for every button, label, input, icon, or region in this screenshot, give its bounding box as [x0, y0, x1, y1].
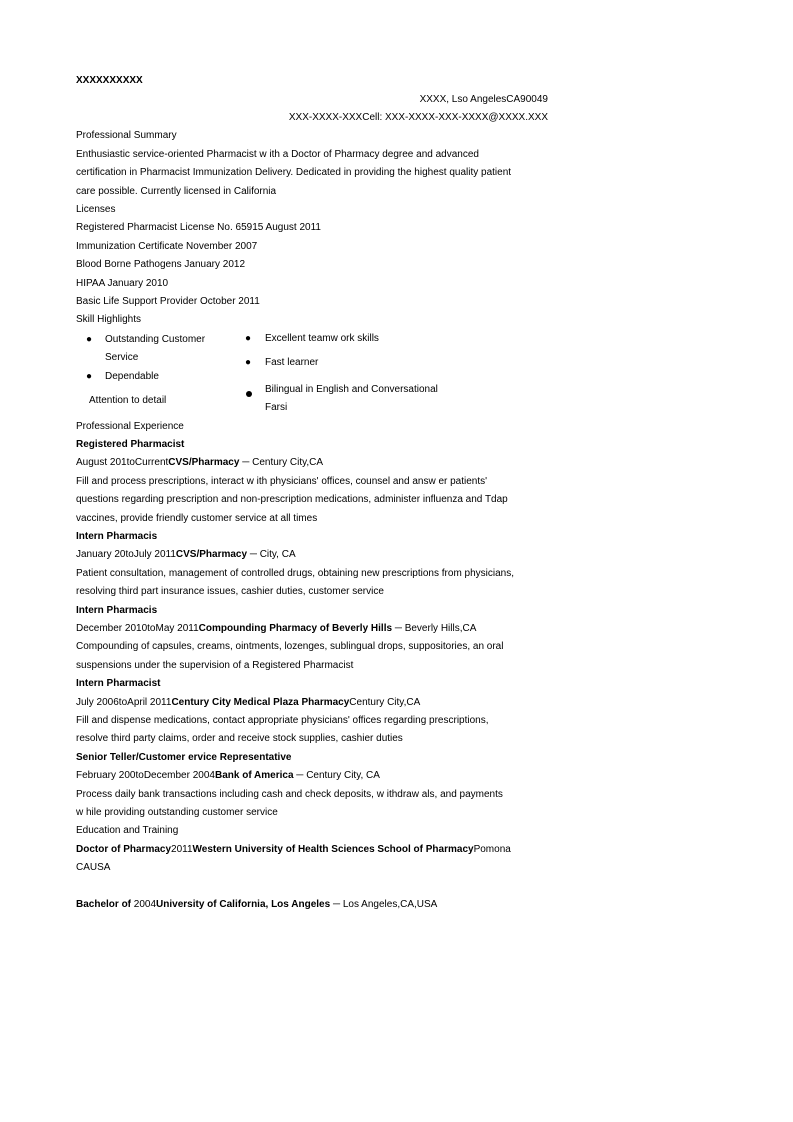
contact-line: XXX-XXXX-XXXCell: XXX-XXXX-XXX-XXXX@XXXX.XXX	[288, 112, 548, 123]
job-employer: Bank of America	[214, 770, 294, 781]
job-meta	[76, 769, 380, 783]
job-location: Century City,CA	[252, 457, 324, 468]
job-meta	[76, 548, 296, 562]
bullet-icon: ●	[245, 333, 252, 344]
address-line: XXXX, Lso AngelesCA90049	[419, 94, 548, 105]
skill-item: Attention to detail	[89, 395, 167, 406]
experience-heading: Professional Experience	[76, 421, 184, 432]
education-year: 2004	[133, 899, 157, 910]
job-meta	[76, 622, 476, 636]
education-location: Pomona	[473, 844, 511, 855]
skill-item: Bilingual in English and Conversational	[265, 384, 438, 395]
education-entry	[76, 898, 437, 912]
job-dates: January 20toJuly 2011	[76, 549, 176, 560]
license-item: Blood Borne Pathogens January 2012	[76, 259, 246, 270]
job-separator: ─	[293, 770, 307, 781]
skill-item: Dependable	[105, 371, 159, 382]
job-description: Fill and process prescriptions, interact w ith physicians' offices, counsel and answ er patients'	[76, 476, 488, 487]
candidate-name: XXXXXXXXXX	[76, 75, 143, 86]
license-item: Basic Life Support Provider October 2011	[76, 296, 260, 307]
bullet-icon: ●	[245, 357, 252, 368]
summary-heading: Professional Summary	[76, 130, 177, 141]
job-employer: CVS/Pharmacy	[175, 549, 248, 560]
job-title: Registered Pharmacist	[76, 439, 185, 450]
bullet-icon: ●	[86, 371, 93, 382]
job-location: City, CA	[259, 549, 296, 560]
education-heading: Education and Training	[76, 825, 179, 836]
skill-item-cont: Service	[105, 352, 139, 363]
job-description: resolving third part insurance issues, cashier duties, customer service	[76, 586, 384, 597]
job-title: Senior Teller/Customer ervice Representative	[76, 752, 292, 763]
education-location: Los Angeles,CA,USA	[342, 899, 438, 910]
job-employer: Compounding Pharmacy of Beverly Hills	[198, 623, 393, 634]
job-separator: ─	[247, 549, 260, 560]
job-title: Intern Pharmacis	[76, 605, 158, 616]
education-location-cont: CAUSA	[76, 862, 111, 873]
job-employer: Century City Medical Plaza Pharmacy	[171, 697, 350, 708]
license-item: Registered Pharmacist License No. 65915 August 2011	[76, 222, 321, 233]
job-dates: August 201toCurrent	[76, 457, 169, 468]
summary-line: certification in Pharmacist Immunization Delivery. Dedicated in providing the highest quality patient	[76, 167, 512, 178]
skill-item: Outstanding Customer	[105, 334, 206, 345]
education-year: 2011	[171, 844, 193, 855]
job-title: Intern Pharmacis	[76, 531, 158, 542]
job-description: questions regarding prescription and non-prescription medications, administer influenza and Tdap	[76, 494, 508, 505]
job-separator: ─	[239, 457, 253, 468]
education-degree: Doctor of Pharmacy	[76, 844, 172, 855]
bullet-icon	[246, 391, 252, 397]
skills-heading: Skill Highlights	[76, 314, 142, 325]
job-description: vaccines, provide friendly customer service at all times	[76, 513, 318, 524]
job-title: Intern Pharmacist	[76, 678, 161, 689]
education-degree: Bachelor of	[76, 899, 134, 910]
skill-item: Excellent teamw ork skills	[265, 333, 379, 344]
job-location: Century City,CA	[349, 697, 421, 708]
job-meta	[76, 456, 323, 470]
job-dates: February 200toDecember 2004	[76, 770, 215, 781]
education-entry	[76, 843, 511, 857]
job-description: Fill and dispense medications, contact appropriate physicians' offices regarding prescriptions,	[76, 715, 489, 726]
job-description: Process daily bank transactions including cash and check deposits, w ithdraw als, and payments	[76, 789, 503, 800]
summary-line: Enthusiastic service-oriented Pharmacist w ith a Doctor of Pharmacy degree and advanced	[76, 149, 479, 160]
job-dates: December 2010toMay 2011	[76, 623, 199, 634]
job-description: resolve third party claims, order and receive stock supplies, cashier duties	[76, 733, 403, 744]
license-item: HIPAA January 2010	[76, 278, 169, 289]
job-description: suspensions under the supervision of a Registered Pharmacist	[76, 660, 354, 671]
education-separator: ─	[330, 899, 343, 910]
job-description: w hile providing outstanding customer service	[76, 807, 278, 818]
summary-line: care possible. Currently licensed in California	[76, 186, 277, 197]
education-school: University of California, Los Angeles	[156, 899, 331, 910]
job-location: Century City, CA	[306, 770, 380, 781]
education-school: Western University of Health Sciences School of Pharmacy	[192, 844, 474, 855]
job-description: Compounding of capsules, creams, ointments, lozenges, sublingual drops, suppositories, an oral	[76, 641, 504, 652]
job-dates: July 2006toApril 2011	[76, 697, 172, 708]
job-employer: CVS/Pharmacy	[168, 457, 240, 468]
licenses-heading: Licenses	[76, 204, 116, 215]
skill-item-cont: Farsi	[265, 402, 288, 413]
job-location: Beverly Hills,CA	[404, 623, 477, 634]
license-item: Immunization Certificate November 2007	[76, 241, 258, 252]
bullet-icon: ●	[86, 334, 93, 345]
skill-item: Fast learner	[265, 357, 319, 368]
job-description: Patient consultation, management of controlled drugs, obtaining new prescriptions from physicians,	[76, 568, 515, 579]
job-meta	[76, 696, 420, 710]
job-separator: ─	[392, 623, 405, 634]
